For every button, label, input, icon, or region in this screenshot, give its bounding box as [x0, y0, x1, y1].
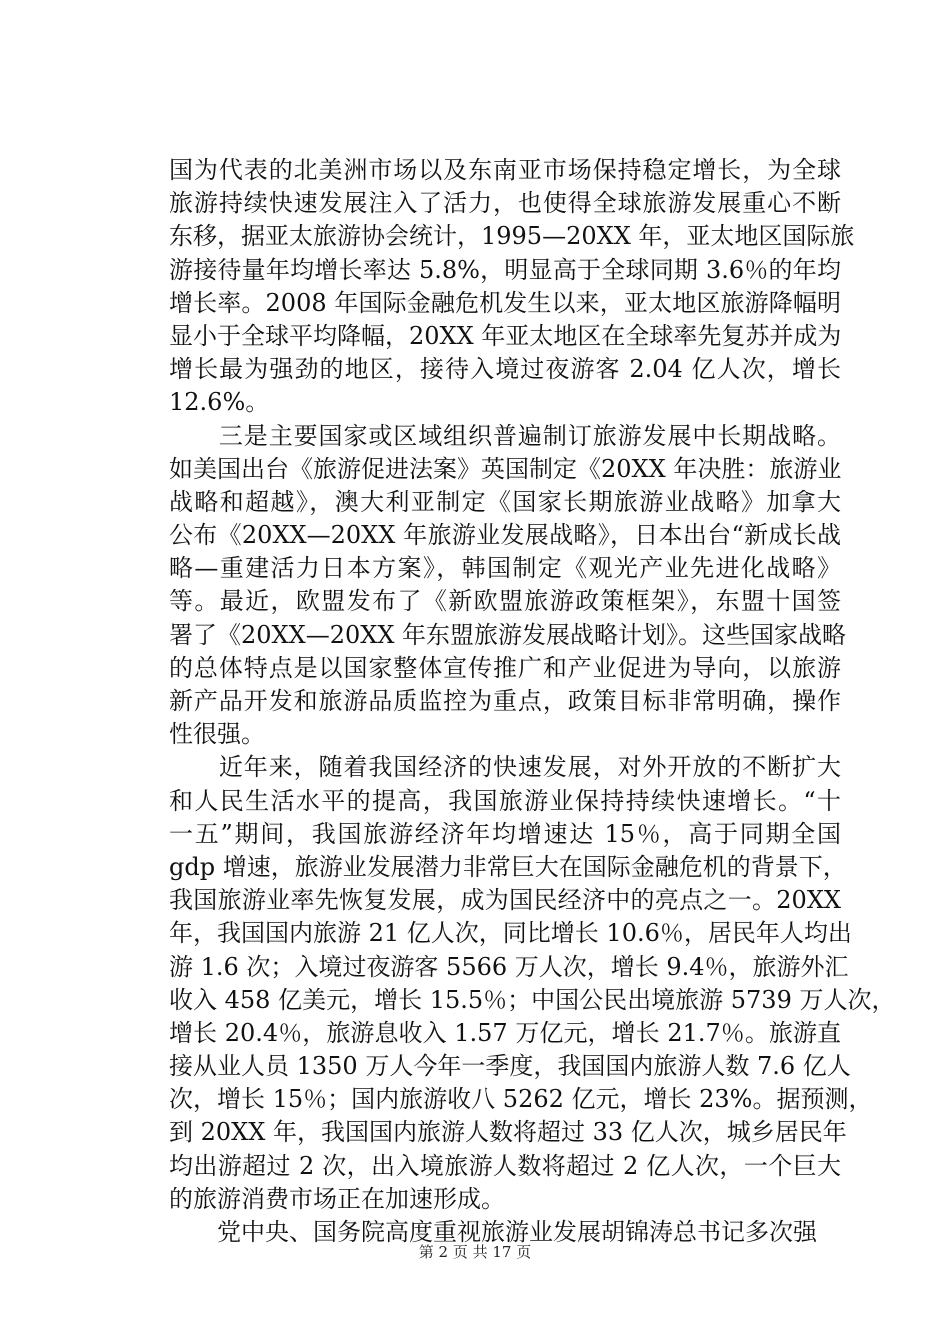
text-line: 的总体特点是以国家整体宣传推广和产业促进为导向，以旅游 — [169, 653, 841, 682]
text-line: 年，我国国内旅游 21 亿人次，同比增长 10.6％，居民年人均出 — [169, 919, 852, 948]
text-line: 三是主要国家或区域组织普遍制订旅游发展中长期战略。 — [169, 421, 841, 450]
text-line: 东移，据亚太旅游协会统计，1995—20XX 年，亚太地区国际旅 — [169, 222, 855, 251]
text-line: 增长最为强劲的地区，接待入境过夜游客 2.04 亿人次，增长 — [169, 355, 841, 384]
text-line: 我国旅游业率先恢复发展，成为国民经济中的亮点之一。20XX — [169, 886, 841, 915]
document-body — [169, 154, 896, 1249]
text-line: 游 1.6 次；入境过夜游客 5566 万人次，增长 9.4％，旅游外汇 — [169, 952, 849, 981]
text-line: 署了《20XX—20XX 年东盟旅游发展战略计划》。这些国家战略 — [169, 620, 847, 649]
page-footer: 第 2 页 共 17 页 — [418, 1243, 532, 1261]
text-line: 次，增长 15％；国内旅游收八 5262 亿元，增长 23%。据预测， — [169, 1085, 873, 1114]
text-line: 略—重建活力日本方案》，韩国制定《观光产业先进化战略》 — [169, 554, 841, 583]
text-line: 战略和超越》，澳大利亚制定《国家长期旅游业战略》加拿大 — [169, 487, 841, 516]
text-line: 到 20XX 年，我国国内旅游人数将超过 33 亿人次，城乡居民年 — [169, 1118, 847, 1147]
text-line: 增长率。2008 年国际金融危机发生以来，亚太地区旅游降幅明 — [169, 288, 841, 317]
text-line: 和人民生活水平的提高，我国旅游业保持持续快速增长。“十 — [169, 786, 841, 815]
text-line: 游接待量年均增长率达 5.8%，明显高于全球同期 3.6％的年均 — [169, 255, 841, 284]
text-line: 一五”期间，我国旅游经济年均增速达 15％，高于同期全国 — [169, 819, 841, 848]
text-line: 的旅游消费市场正在加速形成。 — [169, 1184, 505, 1213]
text-line: 党中央、国务院高度重视旅游业发展胡锦涛总书记多次强 — [169, 1218, 817, 1246]
text-line: 近年来，随着我国经济的快速发展，对外开放的不断扩大 — [169, 753, 841, 782]
text-line: 旅游持续快速发展注入了活力，也使得全球旅游发展重心不断 — [169, 189, 841, 218]
text-line: 增长 20.4％，旅游息收入 1.57 万亿元，增长 21.7％。旅游直 — [169, 1018, 841, 1047]
text-line: 新产品开发和旅游品质监控为重点，政策目标非常明确，操作 — [169, 687, 841, 715]
text-line: 公布《20XX—20XX 年旅游业发展战略》，日本出台“新成长战 — [169, 521, 841, 550]
text-line: 12.6%。 — [169, 388, 270, 417]
text-line: 收入 458 亿美元，增长 15.5％；中国公民出境旅游 5739 万人次， — [169, 985, 896, 1014]
text-line: 均出游超过 2 次，出入境旅游人数将超过 2 亿人次，一个巨大 — [169, 1151, 841, 1180]
text-line: 接从业人员 1350 万人今年一季度，我国国内旅游人数 7.6 亿人 — [169, 1052, 851, 1081]
text-line: 显小于全球平均降幅，20XX 年亚太地区在全球率先复苏并成为 — [169, 321, 842, 350]
text-line: gdp 增速，旅游业发展潜力非常巨大在国际金融危机的背景下， — [169, 852, 847, 881]
text-line: 如美国出台《旅游促进法案》英国制定《20XX 年决胜：旅游业 — [169, 454, 842, 483]
text-line: 性很强。 — [169, 720, 265, 749]
text-line: 国为代表的北美洲市场以及东南亚市场保持稳定增长，为全球 — [169, 156, 841, 184]
text-line: 等。最近，欧盟发布了《新欧盟旅游政策框架》，东盟十国签 — [169, 587, 841, 616]
